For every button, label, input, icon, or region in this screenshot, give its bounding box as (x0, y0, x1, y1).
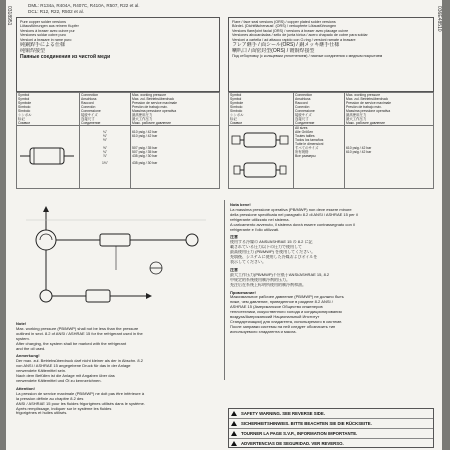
note-line: outlined in sect. 8.2 of ANSI / ASHRAE 15 for the refrigerant used in the (16, 331, 143, 336)
header-cell: Symbole (18, 101, 32, 105)
left-header-box (16, 17, 220, 92)
header-cell: Connessione (295, 109, 315, 113)
left-spec-table (16, 92, 220, 189)
header-cell: Символ (18, 121, 31, 125)
right-header-line: Flare / face seal versions (ORS) / copper plated solder versions (232, 20, 336, 24)
note-line: verwendete Kältemittel sein. (16, 369, 67, 374)
filter-drier-solder-icon (18, 126, 76, 186)
note-line: della pressione specificata nel paragrafo 8.2 di ANSI / ASHRAE 15 per il (230, 212, 358, 217)
connection-size: ⅞" (102, 154, 108, 158)
pressure-value: 610 psig / 42 bar (132, 134, 158, 138)
connection-size: ⅜" (102, 134, 108, 138)
note-line: Стандартизации) для хладагента, используемого в системе. (230, 319, 343, 324)
warning-row (229, 409, 433, 419)
header-cell: Pression de service maximale (132, 101, 178, 105)
note-title: Примечание! (230, 290, 256, 295)
right-spec-table (228, 92, 434, 189)
warning-triangle-icon (231, 441, 237, 446)
note-line: Nach dem Befüllen ist die Anlage mit Angaben über das (16, 374, 115, 379)
note-line: After charging, the system shall be marked with the refrigerant (16, 341, 127, 346)
left-edge-code: 0318951 (6, 6, 12, 26)
note-title: Note! (16, 322, 27, 326)
header-cell: Соединение (81, 121, 101, 125)
left-header-line: Versiones soldar cobre puro (20, 33, 66, 38)
note-line: 最大工作压力(PB/MWP)不应低于ANSI/ASHRAE 15, 8.2 (230, 272, 330, 277)
table-row (17, 126, 220, 189)
warning-text: SAFETY WARNING. SEE REVERSE SIDE. (241, 411, 325, 416)
note-line: 使用する冷媒の ANSI/ASHRAE 15 の 8.2 に記 (230, 240, 313, 245)
pressure-value: 435 psig / 30 bar (132, 154, 158, 158)
right-header-line: Под отбортовку (с кольцевым уплотнением) / паяные соединения с медным покрытием (232, 54, 383, 59)
header-cell: Symbol (18, 93, 30, 97)
note-line: 最高使用圧力 (PB/MWP) を使用してください。 (230, 250, 316, 255)
header-cell: Simbolo (230, 109, 243, 113)
header-cell: Max. zul. Betriebsüberdruck (132, 97, 175, 101)
note-line: refrigerante e l'olio utilizzati. (230, 227, 280, 232)
right-edge-code: 036E48510 (436, 6, 442, 32)
header-cell: 连接尺寸 (295, 117, 309, 121)
column-divider (224, 200, 225, 380)
document-sheet (6, 0, 442, 450)
all-sizes-line: Alle Größen (295, 130, 314, 134)
right-notes (230, 203, 434, 335)
safety-warning-box (228, 408, 434, 448)
note-line: la pression définie au chapitre 8.2 des (16, 396, 84, 401)
header-cell: 标记 (230, 117, 237, 121)
all-sizes-line: すべてのサイズ (295, 146, 319, 150)
note-line: воздуха/Американский Национальный Институт (230, 315, 320, 320)
header-cell: Соединение (295, 121, 315, 125)
tool-circle-icon (36, 230, 56, 250)
header-cell: Max. zul. Betriebsüberdruck (346, 97, 389, 101)
header-cell: 最高使用圧力 (132, 113, 153, 117)
right-header-box (228, 17, 434, 92)
connection-size: ⅝" (102, 146, 108, 150)
header-cell: Connection (295, 93, 313, 97)
top-line-1: DML: R134a, R404A, R407C, R410A, R507, R22 et al. (28, 3, 140, 8)
note-line: von ANSI / ASHRAE 15 angegebene Druck für das in der Anlage (16, 364, 131, 369)
header-cell: 接続サイズ (295, 113, 312, 117)
header-cell: シンボル (230, 113, 244, 117)
header-cell: Anschluss (81, 97, 97, 101)
header-cell: Max. working pressure (346, 93, 381, 97)
pressure-value: 507 psig / 35 bar (132, 150, 158, 154)
note-line: ASHRAE 15 (Американское Общество инженеров (230, 305, 323, 310)
note-title: Nota bene! (230, 203, 251, 207)
warning-row (229, 429, 433, 439)
note-line: ниже, чем давление, приведенное в разделе 8.2 ANSI / (230, 300, 333, 305)
note-line: refrigerante utilizzato nel sistema. (230, 217, 290, 222)
table-header-row (17, 93, 220, 126)
note-title: 注意 (230, 235, 238, 240)
pressure-value: 610 psig / 42 bar (346, 146, 372, 150)
header-cell: Presión de trabajo máx. (346, 105, 382, 109)
left-header-line: 纯铜焊接型 (20, 48, 46, 55)
warning-row (229, 439, 433, 448)
warning-triangle-icon (231, 431, 237, 436)
note-line: A caricamento avvenuto, il sistema dovrà essere contrassegnato con il (230, 222, 355, 227)
note-title: Anmerkung! (16, 354, 40, 359)
note-line: frigorigènes et huiles utilisés. (16, 411, 68, 416)
header-cell: Massima pressione operativa (132, 109, 177, 113)
header-cell: Max. working pressure (132, 93, 167, 97)
note-title: Attention! (16, 386, 35, 391)
left-header-line: Lötausführungen aus reinem Kupfer (20, 24, 79, 29)
left-header-line: Паяные соединения из чистой меди (20, 54, 111, 61)
note-line: system. (16, 336, 30, 341)
header-cell: 连接尺寸 (81, 117, 95, 121)
right-header-line: Versiones abocardadas / sello de junta tórica / acero chapado de cobre para soldar (232, 33, 368, 38)
header-cell: シンボル (18, 113, 32, 117)
header-cell: Conexión (81, 105, 96, 109)
table-header-row (229, 93, 434, 126)
header-cell: Presión de trabajo máx. (132, 105, 168, 109)
left-header-line: Versions à braser avec cuivre pur (20, 28, 75, 33)
header-cell: Макс. рабочее давление (346, 121, 385, 125)
note-line: Максимальное рабочее давление (PB/MWP) не должно быть (230, 295, 344, 300)
all-sizes-line: Tutte le dimensioni (295, 142, 324, 146)
warning-triangle-icon (231, 411, 237, 416)
header-cell: 最大工作压力 (132, 117, 153, 121)
all-sizes-line: Toutes tailles (295, 134, 315, 138)
header-cell: Simbolo (18, 109, 31, 113)
header-cell: Символ (230, 121, 243, 125)
header-cell: Raccord (81, 101, 94, 105)
note-line: Après remplissage, indiquer sur le système les fluides (16, 406, 112, 411)
pressure-value: 435 psig / 30 bar (132, 161, 158, 165)
note-line: and the oil used. (16, 346, 46, 351)
header-cell: Макс. рабочее давление (132, 121, 171, 125)
connection-size: ½" (102, 138, 108, 142)
note-line: La massima pressione operativa (PB/MWP) non deve essere minore (230, 207, 352, 212)
warning-text: SICHERHEITSHINWEIS. BITTE BEACHTEN SIE DIE RÜCKSEITE. (241, 421, 372, 426)
header-cell: Symbole (230, 101, 244, 105)
note-line: 中规定的系统使用制冷剂的压力。 (230, 277, 290, 282)
warning-row (229, 419, 433, 429)
connection-size: ¾" (102, 150, 108, 154)
pressure-value: 610 psig / 42 bar (346, 150, 372, 154)
right-header-line: Versioni a cartella / ad attacco rapido con O-ring / versioni ramate a brasare (232, 37, 356, 42)
left-header-line: Pure copper solder versions (20, 20, 66, 24)
header-cell: Symbol (18, 97, 30, 101)
all-sizes-line: Todos los tamaños (295, 138, 324, 142)
pressure-value: 610 psig / 42 bar (132, 130, 158, 134)
note-line: 載されている圧力以下の圧力で使用して (230, 245, 302, 250)
header-cell: 接続サイズ (81, 113, 98, 117)
all-sizes-line: 所有规格 (295, 150, 309, 154)
header-cell: Raccord (295, 101, 308, 105)
connection-size: ¼" (102, 130, 108, 134)
header-cell: Connection (81, 93, 99, 97)
note-title: 注意 (230, 267, 238, 272)
note-line: 充注后在系统上标明所使用的制冷剂和油。 (230, 282, 306, 287)
header-cell: Símbolo (230, 105, 243, 109)
note-line: Max. working pressure (PB/MWP) shall not be less than the pressure (16, 326, 139, 331)
header-cell: 标记 (18, 117, 25, 121)
right-header-line: 喇叭口 / 面密封型(ORS) / 镀铜焊接型 (232, 48, 315, 55)
table-row (229, 126, 434, 189)
pressure-value (132, 138, 218, 142)
all-sizes-line: Все размеры (295, 154, 316, 158)
header-cell: Symbol (230, 93, 242, 97)
right-header-line: フレア継手 / 面シール(ORS) / 銅メッキ継手仕様 (232, 42, 340, 49)
note-line: 表示してください。 (230, 259, 266, 264)
note-line: используемого хладагента и масла. (230, 329, 297, 334)
header-cell: Pression de service maximale (346, 101, 392, 105)
header-cell: Connessione (81, 109, 101, 113)
right-header-line: Bördel- (Dichtflächenausf. (ORS) / verkupferte Lötausführungen (232, 24, 337, 29)
filter-drier-flare-icon (230, 126, 290, 186)
right-header-line: Versions flare/joint facial (ORS) / versions à braser avec placage cuivre (232, 28, 349, 33)
installation-diagram (16, 200, 220, 320)
note-line: La pression de service maximale (PB/MWP) ne doit pas être inférieure à (16, 391, 145, 396)
header-cell: Anschluss (295, 97, 311, 101)
left-notes (16, 322, 220, 416)
warning-text: TOURNER LA PAGE S.V.P., INFORMATION IMPORTANTE. (241, 431, 358, 436)
note-line: Der max. zul. Betriebsüberdruck darf nicht kleiner als der in Abschn. 8.2 (16, 359, 143, 364)
warning-triangle-icon (231, 421, 237, 426)
note-line: После заправки системы на ней следует обозначить тип (230, 324, 336, 329)
header-cell: Massima pressione operativa (346, 109, 391, 113)
header-cell: 最大工作压力 (346, 117, 367, 121)
note-line: 充填後、システムに使用した冷媒およびオイルを (230, 255, 318, 260)
top-line-2: DCL: R12, R22, R502 et al. (28, 9, 84, 14)
connection-size: 1⅛" (102, 161, 108, 165)
pressure-value: 507 psig / 35 bar (132, 146, 158, 150)
header-cell: Símbolo (18, 105, 31, 109)
all-sizes-line: All sizes (295, 126, 308, 130)
header-cell: 最高使用圧力 (346, 113, 367, 117)
note-line: ANSI / ASHRAE 15 pour les fluides frigorigènes utilisés dans le système. (16, 401, 145, 406)
header-cell: Conexión (295, 105, 310, 109)
header-cell: Symbol (230, 97, 242, 101)
note-line: теплотехники, искусственного холода и кондиционирования (230, 310, 342, 315)
left-header-line: Versioni a brasare in rame puro (20, 37, 72, 42)
left-header-line: 純銅銲手による仕様 (20, 42, 66, 49)
note-line: verwendete Kältemittel und Öl zu kennzeichnen. (16, 378, 102, 383)
warning-text: ADVERTENCIAS DE SEGURIDAD. VER REVERSO. (241, 441, 344, 446)
